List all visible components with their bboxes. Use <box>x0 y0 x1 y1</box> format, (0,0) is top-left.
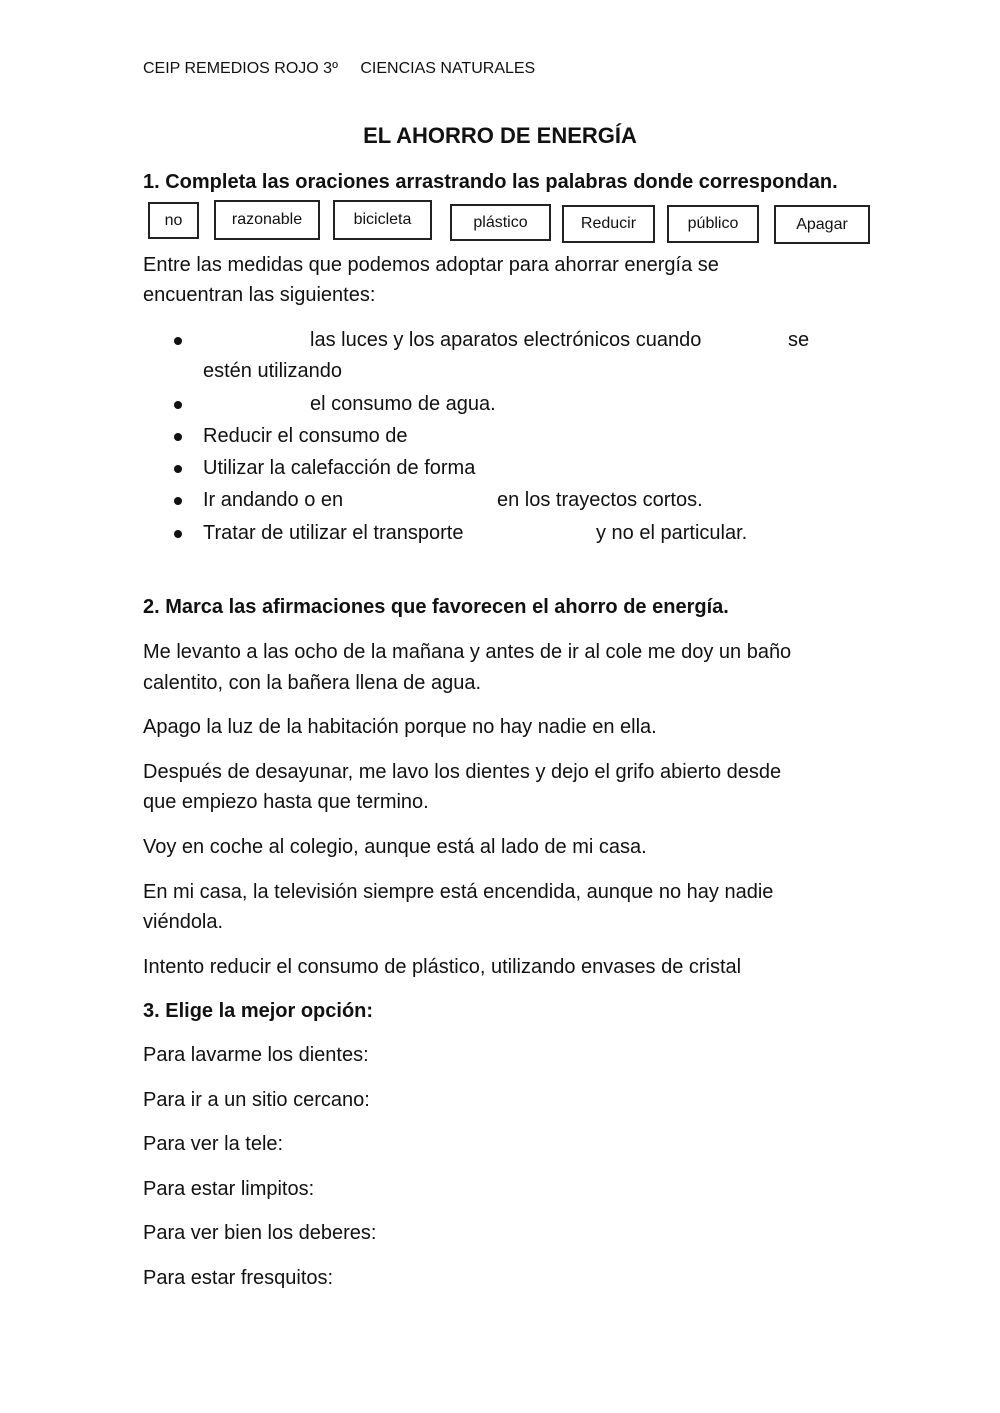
option-prompt: Para estar limpitos: <box>143 1178 315 1200</box>
option-prompt: Para estar fresquitos: <box>143 1267 334 1289</box>
statement-5-line1[interactable]: En mi casa, la televisión siempre está encendida, aunque no hay nadie <box>143 881 774 903</box>
word-chip-bicicleta[interactable]: bicicleta <box>333 200 432 240</box>
list-item-4-text: Utilizar la calefacción de forma <box>203 457 476 479</box>
statement-4[interactable]: Voy en coche al colegio, aunque está al lado de mi casa. <box>143 836 647 858</box>
statement-6[interactable]: Intento reducir el consumo de plástico, utilizando envases de cristal <box>143 956 742 978</box>
word-chip-reducir[interactable]: Reducir <box>562 205 655 243</box>
word-chip-apagar[interactable]: Apagar <box>774 205 870 244</box>
list-item-1-text: las luces y los aparatos electrónicos cuando <box>310 329 702 351</box>
bullet-dot <box>174 497 182 505</box>
word-chip-no[interactable]: no <box>148 202 199 239</box>
bullet-dot <box>174 337 182 345</box>
bullet-dot <box>174 530 182 538</box>
statement-5-line2[interactable]: viéndola. <box>143 911 224 933</box>
list-item-1-line2: estén utilizando <box>203 360 342 382</box>
subject-name: CIENCIAS NATURALES <box>360 60 536 77</box>
option-prompt: Para ver la tele: <box>143 1133 284 1155</box>
page-title: EL AHORRO DE ENERGÍA <box>363 123 637 148</box>
worksheet-header <box>143 60 535 78</box>
list-item-3-text: Reducir el consumo de <box>203 425 408 447</box>
statement-3-line1[interactable]: Después de desayunar, me lavo los dientes y dejo el grifo abierto desde <box>143 761 782 783</box>
option-prompt: Para ir a un sitio cercano: <box>143 1089 370 1111</box>
list-item-6-text: Tratar de utilizar el transporte <box>203 522 464 544</box>
bullet-dot <box>174 401 182 409</box>
list-item-2-text: el consumo de agua. <box>310 393 496 415</box>
word-chip-razonable[interactable]: razonable <box>214 200 320 240</box>
bullet-dot <box>174 465 182 473</box>
option-prompt: Para ver bien los deberes: <box>143 1222 377 1244</box>
statement-1-line2[interactable]: calentito, con la bañera llena de agua. <box>143 672 482 694</box>
section3-heading: 3. Elige la mejor opción: <box>143 1000 374 1022</box>
bullet-dot <box>174 433 182 441</box>
list-item-6-text-end: y no el particular. <box>596 522 748 544</box>
intro-line-2: encuentran las siguientes: <box>143 284 376 306</box>
list-item-5-text-end: en los trayectos cortos. <box>497 489 703 511</box>
option-prompt: Para lavarme los dientes: <box>143 1044 369 1066</box>
statement-2[interactable]: Apago la luz de la habitación porque no hay nadie en ella. <box>143 716 657 738</box>
school-name: CEIP REMEDIOS ROJO 3º <box>143 60 338 77</box>
list-item-5-text: Ir andando o en <box>203 489 344 511</box>
section2-heading: 2. Marca las afirmaciones que favorecen el ahorro de energía. <box>143 596 729 618</box>
intro-line-1: Entre las medidas que podemos adoptar para ahorrar energía se <box>143 254 719 276</box>
section1-heading: 1. Completa las oraciones arrastrando las palabras donde correspondan. <box>143 171 838 193</box>
list-item-1-text-end: se <box>788 329 810 351</box>
word-chip-publico[interactable]: público <box>667 205 759 243</box>
statement-3-line2[interactable]: que empiezo hasta que termino. <box>143 791 429 813</box>
statement-1-line1[interactable]: Me levanto a las ocho de la mañana y antes de ir al cole me doy un baño <box>143 641 792 663</box>
word-chip-plastico[interactable]: plástico <box>450 204 551 241</box>
